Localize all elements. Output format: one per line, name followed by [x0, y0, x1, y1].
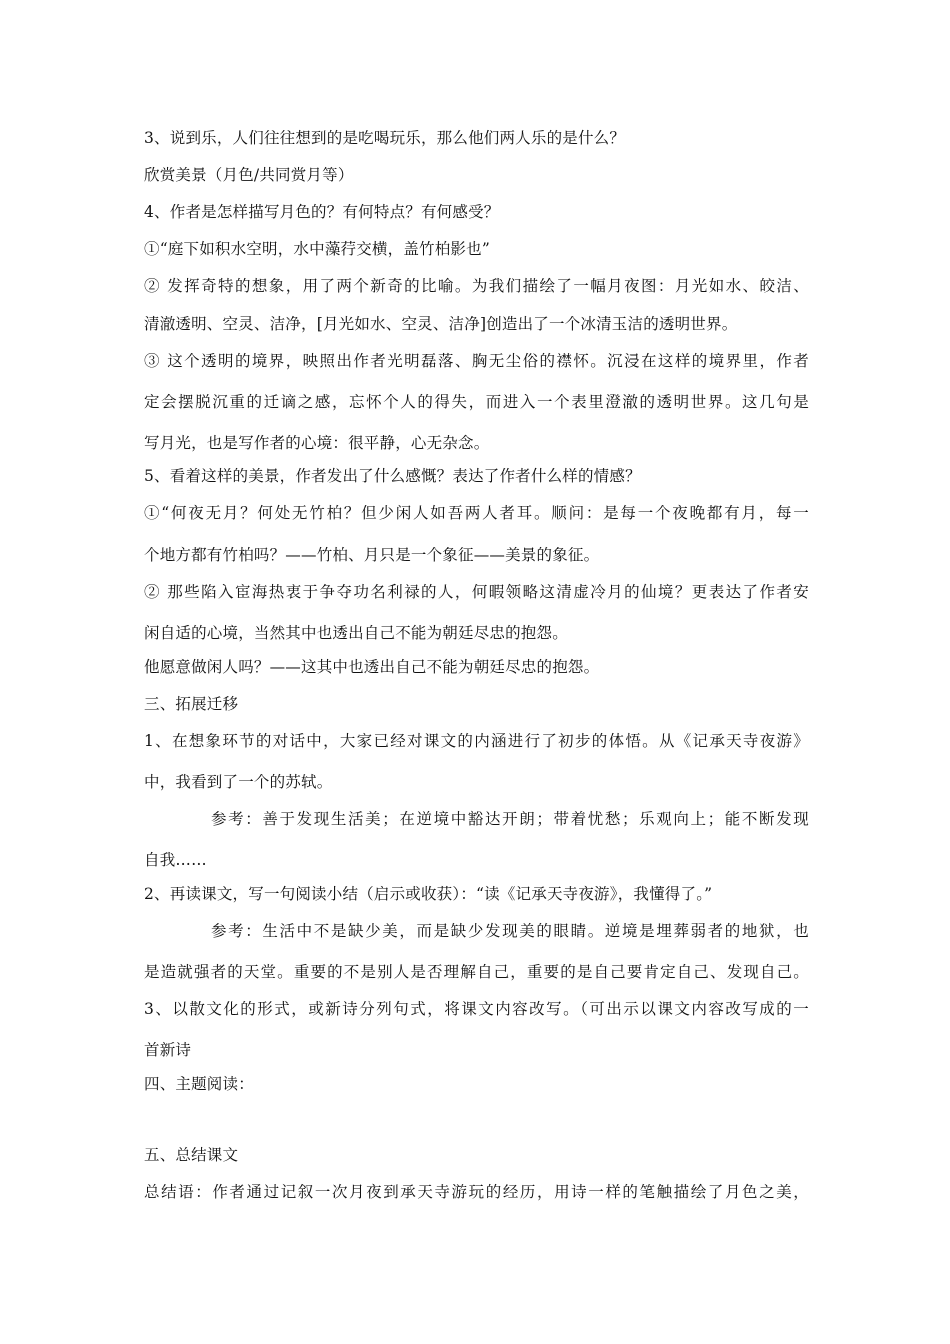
- task-2-reference-line2: 是造就强者的天堂。重要的不是别人是否理解自己，重要的是自己要肯定自己、发现自己。: [144, 963, 809, 981]
- point-5-1-line2: 个地方都有竹柏吗？——竹柏、月只是一个象征——美景的象征。: [144, 546, 600, 564]
- summary-line1: 总结语：作者通过记叙一次月夜到承天寺游玩的经历，用诗一样的笔触描绘了月色之美，: [144, 1183, 809, 1201]
- task-1-reference-line2: 自我……: [144, 851, 207, 869]
- task-1-line1: 1、在想象环节的对话中，大家已经对课文的内涵进行了初步的体悟。从《记承天寺夜游》: [144, 732, 809, 750]
- section-5-heading: 五、总结课文: [144, 1146, 239, 1164]
- task-2-reference-line1: 参考：生活中不是缺少美，而是缺少发现美的眼睛。逆境是埋葬弱者的地狱，也: [211, 922, 809, 940]
- point-4-1: ①“庭下如积水空明，水中藻荇交横，盖竹柏影也”: [144, 240, 490, 258]
- point-5-1-line1: ①“何夜无月？何处无竹柏？但少闲人如吾两人者耳。顺问：是每一个夜晚都有月，每一: [144, 504, 809, 522]
- task-2: 2、再读课文，写一句阅读小结（启示或收获）：“读《记承天寺夜游》，我懂得了。”: [144, 885, 713, 903]
- question-4: 4、作者是怎样描写月色的？有何特点？有何感受？: [144, 203, 500, 221]
- task-3-line1: 3、以散文化的形式，或新诗分列句式，将课文内容改写。（可出示以课文内容改写成的一: [144, 1000, 809, 1018]
- question-3: 3、说到乐，人们往往想到的是吃喝玩乐，那么他们两人乐的是什么？: [144, 129, 626, 147]
- point-4-3-line2: 定会摆脱沉重的迁谪之感，忘怀个人的得失，而进入一个表里澄澈的透明世界。这几句是: [144, 393, 809, 411]
- task-3-line2: 首新诗: [144, 1041, 192, 1059]
- point-4-3-line3: 写月光，也是写作者的心境：很平静，心无杂念。: [144, 434, 490, 452]
- point-4-3-line1: ③ 这个透明的境界，映照出作者光明磊落、胸无尘俗的襟怀。沉浸在这样的境界里，作者: [144, 352, 809, 370]
- point-5-2-line1: ② 那些陷入宦海热衷于争夺功名利禄的人，何暇领略这清虚冷月的仙境？更表达了作者安: [144, 583, 809, 601]
- point-5-2-line2: 闲自适的心境，当然其中也透出自己不能为朝廷尽忠的抱怨。: [144, 624, 568, 642]
- point-4-2-line2: 清澈透明、空灵、洁净，[月光如水、空灵、洁净]创造出了一个冰清玉洁的透明世界。: [144, 315, 738, 333]
- section-4-heading: 四、主题阅读：: [144, 1075, 254, 1093]
- point-4-2-line1: ② 发挥奇特的想象，用了两个新奇的比喻。为我们描绘了一幅月夜图：月光如水、皎洁、: [144, 277, 809, 295]
- answer-3: 欣赏美景（月色/共同赏月等）: [144, 166, 354, 184]
- question-5: 5、看着这样的美景，作者发出了什么感慨？表达了作者什么样的情感？: [144, 467, 641, 485]
- point-5-3: 他愿意做闲人吗？——这其中也透出自己不能为朝廷尽忠的抱怨。: [144, 658, 600, 676]
- task-1-reference-line1: 参考：善于发现生活美；在逆境中豁达开朗；带着忧愁；乐观向上；能不断发现: [211, 810, 809, 828]
- task-1-line2: 中，我看到了一个的苏轼。: [144, 773, 333, 791]
- section-3-heading: 三、拓展迁移: [144, 695, 239, 713]
